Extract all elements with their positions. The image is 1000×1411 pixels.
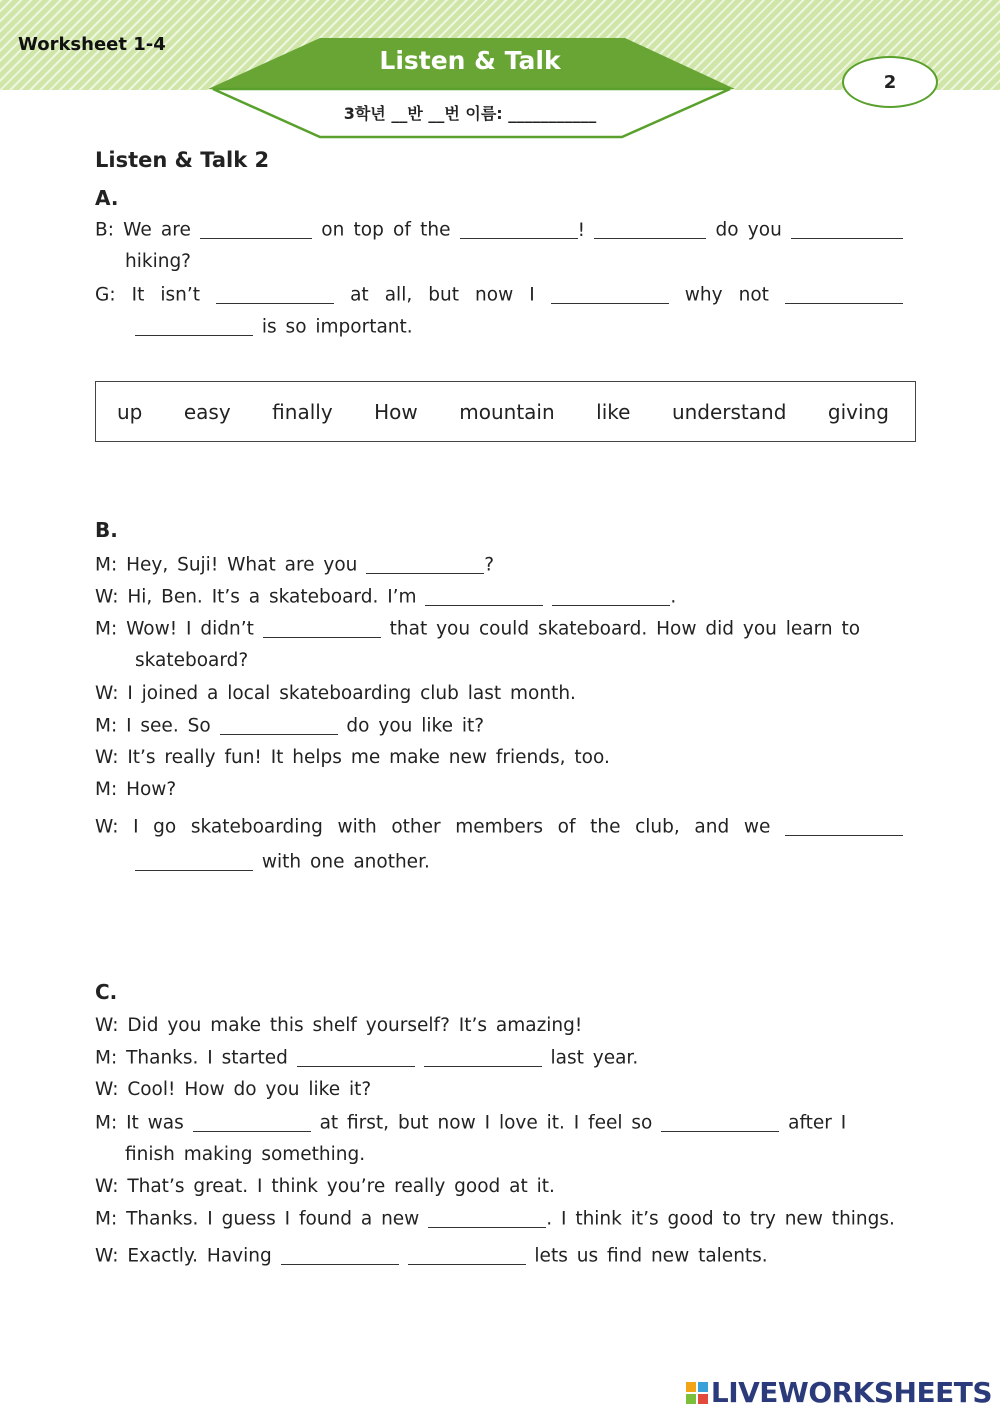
b-line-4: W: I joined a local skateboarding club last month. [95,683,576,704]
blank[interactable] [785,284,903,304]
text-segment: W: Exactly. Having [95,1245,272,1267]
text-segment: why not [684,284,769,306]
text-segment: M: I see. So [95,715,211,737]
b-line-8-cont [135,851,430,873]
c-line-4-cont: finish making something. [125,1144,366,1165]
blank[interactable] [785,816,903,836]
b-line-3 [95,618,860,640]
section-c-label: C. [95,980,118,1004]
c-line-7 [95,1245,768,1267]
b-line-8 [95,816,903,838]
b-line-7: M: How? [95,779,177,800]
student-info-line: 3학년 __반 __번 이름: ___________ [343,104,597,123]
section-a-label: A. [95,186,119,210]
text-segment: G: It isn’t [95,284,200,306]
blank[interactable] [594,219,706,239]
word-bank-item[interactable]: easy [183,399,231,424]
c-line-4 [95,1112,846,1134]
section-title: Listen & Talk 2 [95,148,270,172]
logo-icon [686,1382,708,1404]
blank[interactable] [424,1047,542,1067]
blank[interactable] [263,618,381,638]
logo-text: LIVEWORKSHEETS [710,1376,992,1409]
word-bank [95,381,916,442]
blank[interactable] [428,1208,546,1228]
text-segment: at first, but now I love it. I feel so [319,1112,653,1134]
a-line-1-cont: hiking? [125,251,192,272]
b-line-6: W: It’s really fun! It helps me make new friends, too. [95,747,610,768]
word-bank-item[interactable]: How [374,399,418,424]
b-line-2 [95,586,676,608]
c-line-5: W: That’s great. I think you’re really good at it. [95,1176,555,1197]
text-segment: after I [788,1112,847,1134]
text-segment: that you could skateboard. How did you learn to [389,618,861,640]
a-line-2 [95,284,903,306]
blank[interactable] [281,1245,399,1265]
word-bank-item[interactable]: understand [671,399,787,424]
blank[interactable] [216,284,334,304]
text-segment: B: We are [95,219,191,241]
text-segment: M: It was [95,1112,184,1134]
text-segment: at all, but now I [350,284,535,306]
word-bank-item[interactable]: up [117,399,143,424]
blank[interactable] [366,554,484,574]
text-segment: do you like it? [346,715,485,737]
word-bank-item[interactable]: finally [272,399,333,424]
blank[interactable] [791,219,903,239]
blank[interactable] [135,316,253,336]
blank[interactable] [551,284,669,304]
word-bank-item[interactable]: giving [827,399,889,424]
text-segment: W: I go skateboarding with other members of the club, and we [95,816,771,838]
page-title: Listen & Talk [379,46,561,75]
text-segment: is so important. [261,316,413,338]
text-segment: . I think it’s good to try new things. [546,1208,895,1230]
text-segment: with one another. [261,851,430,873]
text-segment: ? [484,554,495,576]
c-line-2 [95,1047,638,1069]
blank[interactable] [200,219,312,239]
text-segment: last year. [550,1047,639,1069]
blank[interactable] [135,851,253,871]
text-segment: . [670,586,677,608]
blank[interactable] [425,586,543,606]
blank[interactable] [552,586,670,606]
page-number: 2 [883,71,897,93]
text-segment: M: Hey, Suji! What are you [95,554,358,576]
text-segment: do you [715,219,782,241]
text-segment: M: Thanks. I guess I found a new [95,1208,420,1230]
text-segment: ! [577,219,586,241]
word-bank-item[interactable]: like [596,399,631,424]
c-line-1: W: Did you make this shelf yourself? It’s amazing! [95,1015,583,1036]
blank[interactable] [193,1112,311,1132]
a-line-2-cont [135,316,413,338]
text-segment: lets us find new talents. [534,1245,768,1267]
liveworksheets-logo [686,1376,992,1409]
text-segment: M: Wow! I didn’t [95,618,254,640]
text-segment: M: Thanks. I started [95,1047,288,1069]
c-line-6 [95,1208,895,1230]
a-line-1 [95,219,903,241]
blank[interactable] [661,1112,779,1132]
word-bank-item[interactable]: mountain [459,399,555,424]
blank[interactable] [297,1047,415,1067]
b-line-5 [95,715,484,737]
b-line-1 [95,554,494,576]
blank[interactable] [408,1245,526,1265]
b-line-3-cont: skateboard? [135,650,249,671]
c-line-3: W: Cool! How do you like it? [95,1079,372,1100]
blank[interactable] [220,715,338,735]
text-segment: W: Hi, Ben. It’s a skateboard. I’m [95,586,417,608]
worksheet-label: Worksheet 1-4 [18,34,166,55]
text-segment: on top of the [321,219,451,241]
section-b-label: B. [95,518,118,542]
blank[interactable] [460,219,578,239]
page-number-badge [842,56,938,108]
